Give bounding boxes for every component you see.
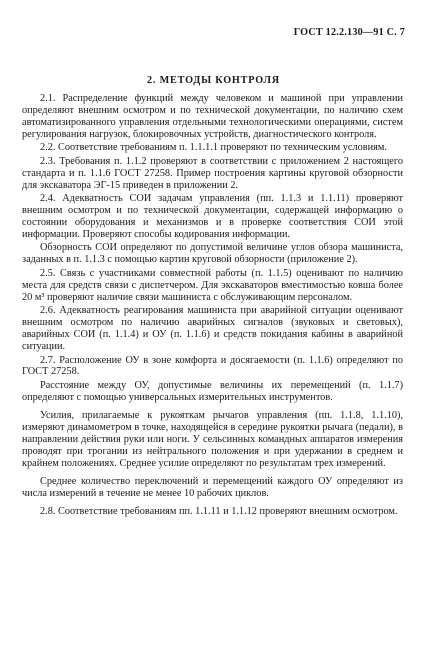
section-title: 2. МЕТОДЫ КОНТРОЛЯ	[147, 75, 280, 86]
paragraph-switching: Среднее количество переключений и перемещений каждого ОУ определяют из числа измерений в течение не менее 10 рабочих циклов.	[22, 475, 403, 499]
paragraph-2-5: 2.5. Связь с участниками совместной работы (п. 1.1.5) оценивают по наличию места для средств связи с диспетчером. Для экскаваторов вместимостью ковша более 20 м³ проверяют наличие связи машиниста с обслуживающим персоналом.	[22, 267, 403, 303]
paragraph-distance: Расстояние между ОУ, допустимые величины их перемещений (п. 1.1.7) определяют с помощью универсальных измерительных инструментов.	[22, 379, 403, 403]
paragraph-2-1: 2.1. Распределение функций между человеком и машиной при управлении определяют внешним осмотром и по технической документации, по наличию схем автоматизированного управления отдельными технологическими операциями, систем регулирования нагрузок, блокировочных устройств, диагностического контроля.	[22, 93, 403, 140]
paragraph-forces: Усилия, прилагаемые к рукояткам рычагов управления (пп. 1.1.8, 1.1.10), измеряют динамометром в точке, находящейся в середине рукоятки рычага (педали), в направлении действия руки или ноги. У сельсинных командных аппаратов измерения проводят при трогании из нейтрального положения и при удержании в среднем и крайнем положениях. Среднее усилие определяют по результатам трех измерений.	[22, 409, 403, 469]
paragraph-visibility: Обзорность СОИ определяют по допустимой величине углов обзора машиниста, заданных в п. 1.1.3 с помощью картин круговой обзорности (приложение 2).	[22, 242, 403, 266]
paragraph-2-6: 2.6. Адекватность реагирования машиниста при аварийной ситуации оценивают внешним осмотром по наличию аварийных сигналов (звуковых и световых), аварийных СОИ (п. 1.1.4) и ОУ (п. 1.1.6) и средств покидания кабины в аварийной ситуации.	[22, 305, 403, 353]
running-header: ГОСТ 12.2.130—91 С. 7	[293, 27, 405, 38]
paragraph-2-3: 2.3. Требования п. 1.1.2 проверяют в соответствии с приложением 2 настоящего стандарта и п. 1.1.6 ГОСТ 27258. Пример построения картины круговой обзорности для экскаватора ЭГ-15 приведен в приложении 2.	[22, 155, 403, 191]
paragraph-2-7: 2.7. Расположение ОУ в зоне комфорта и досягаемости (п. 1.1.6) определяют по ГОСТ 27258.	[22, 354, 403, 378]
paragraph-2-4: 2.4. Адекватность СОИ задачам управления (пп. 1.1.3 и 1.1.11) проверяют внешним осмотром и по технической документации, содержащей информацию о состоянии оборудования и механизмов и в проверке соответствия СОИ этой информации. Проверяют способы кодирования информации.	[22, 193, 403, 240]
body-text	[22, 93, 403, 519]
paragraph-2-8: 2.8. Соответствие требованиям пп. 1.1.11 и 1.1.12 проверяют внешним осмотром.	[40, 505, 398, 517]
paragraph-2-2: 2.2. Соответствие требованиям п. 1.1.1.1 проверяют по техническим условиям.	[40, 142, 387, 154]
